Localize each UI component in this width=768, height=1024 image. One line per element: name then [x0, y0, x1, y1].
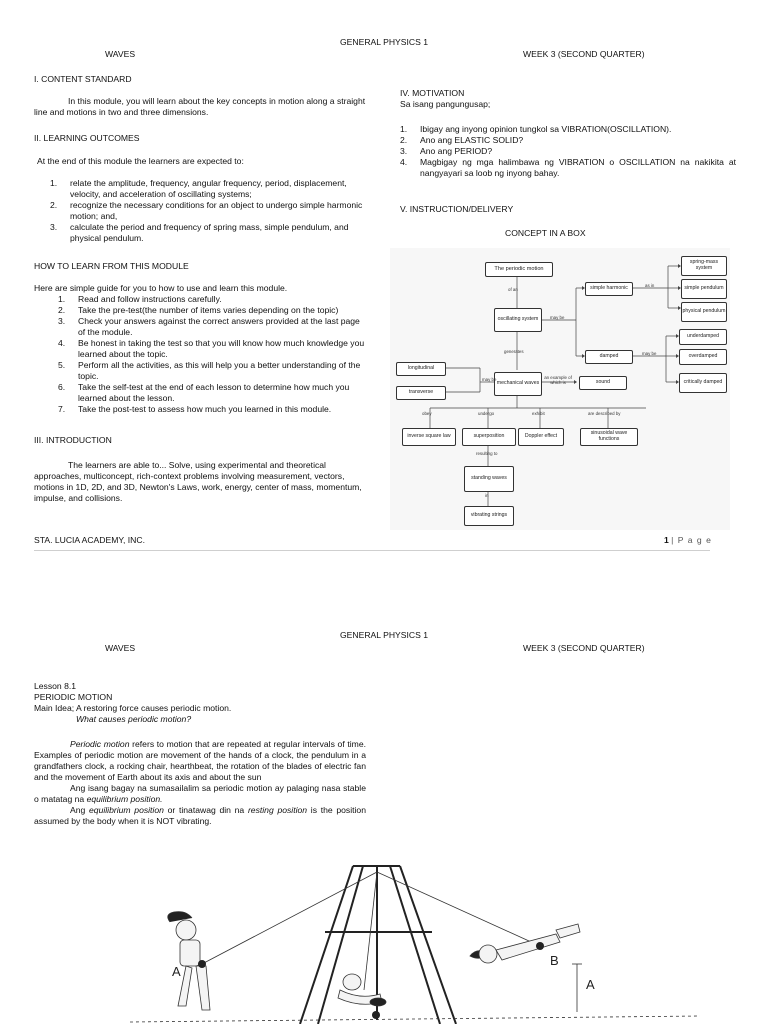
- label-b: B: [550, 953, 559, 968]
- paragraph-resting-position: Ang equilibrium position or tinatawag din na resting position is the position assumed by the body when it is NOT vibrating.: [34, 805, 366, 826]
- box-periodic-motion: The periodic motion: [485, 262, 553, 277]
- content-standard-body: In this module, you will learn about the key concepts in motion along a straight line and motions in two and three dimensions.: [34, 96, 366, 117]
- main-idea: Main Idea; A restoring force causes periodic motion.: [34, 703, 232, 713]
- learning-outcomes: [34, 133, 368, 244]
- how-item: 2. Take the pre-test(the number of items varies depending on the topic): [58, 305, 339, 315]
- how-item: 1. Read and follow instructions carefully.: [58, 294, 222, 304]
- label-a-left: A: [172, 964, 181, 979]
- page1-footer-rule: [34, 550, 710, 551]
- lesson-question: What causes periodic motion?: [76, 714, 192, 724]
- page1-footer-page: [664, 535, 712, 546]
- label-undergo: undergo: [478, 411, 495, 416]
- box-simple-harmonic: simple harmonic: [585, 282, 633, 296]
- child-right: [470, 924, 580, 963]
- label-may-be: may be: [482, 377, 497, 382]
- concept-title: CONCEPT IN A BOX: [505, 228, 586, 238]
- outcome-item: 2. recognize the necessary conditions for an object to undergo simple harmonic motion; and,: [50, 200, 363, 221]
- lesson-block: [34, 681, 366, 827]
- label-of-an: of an: [508, 287, 518, 292]
- content-standard: [34, 74, 366, 118]
- child-center: [338, 974, 386, 1006]
- label-in: in: [485, 493, 489, 498]
- how-item: 4. Be honest in taking the test so that you will know how much knowledge you learned about the topic.: [58, 338, 365, 359]
- outcome-item: 1. relate the amplitude, frequency, angular frequency, period, displacement, velocity, and acceleration of oscillating systems;: [50, 178, 347, 199]
- box-physical-pendulum: physical pendulum: [681, 302, 727, 322]
- box-sinusoidal: sinusoidal wave functions: [580, 428, 638, 446]
- lesson-topic: PERIODIC MOTION: [34, 692, 113, 702]
- introduction: [34, 435, 366, 504]
- motivation-item: 3. Ano ang PERIOD?: [400, 146, 493, 156]
- how-to-learn-heading: HOW TO LEARN FROM THIS MODULE: [34, 261, 189, 271]
- box-superposition: superposition: [462, 428, 516, 446]
- motivation-intro: Sa isang pangungusap;: [400, 99, 491, 109]
- swing-figure: [0, 850, 768, 1024]
- page1-header-left: WAVES: [105, 49, 136, 59]
- page1-footer-school: STA. LUCIA ACADEMY, INC.: [34, 535, 145, 545]
- content-standard-heading: I. CONTENT STANDARD: [34, 74, 132, 84]
- box-longitudinal: longitudinal: [396, 362, 446, 376]
- box-transverse: transverse: [396, 386, 446, 400]
- label-may-be: may be: [550, 315, 565, 320]
- page-number: 1: [664, 535, 669, 545]
- how-item: 6. Take the self-test at the end of each lesson to determine how much you learned about the lesson.: [58, 382, 350, 403]
- box-vibrating-strings: vibrating strings: [464, 506, 514, 526]
- box-underdamped: underdamped: [679, 329, 727, 345]
- instruction-heading: V. INSTRUCTION/DELIVERY: [400, 204, 514, 214]
- box-standing-waves: standing waves: [464, 466, 514, 492]
- box-critically-damped: critically damped: [679, 373, 727, 393]
- label-a-right: A: [586, 977, 595, 992]
- outcome-item: 3. calculate the period and frequency of spring mass, simple pendulum, and physical pendulum.: [50, 222, 349, 243]
- label-resulting-to: resulting to: [476, 451, 498, 456]
- box-doppler: Doppler effect: [518, 428, 564, 446]
- label-generates: generates: [504, 349, 524, 354]
- learning-outcomes-intro: At the end of this module the learners are expected to:: [37, 156, 244, 166]
- page2-header-right: WEEK 3 (SECOND QUARTER): [523, 643, 645, 653]
- how-item: 5. Perform all the activities, as this will help you a better understanding of the topic.: [58, 360, 361, 381]
- box-sound: sound: [579, 376, 627, 390]
- box-damped: damped: [585, 350, 633, 364]
- page-word: | P a g e: [671, 535, 712, 545]
- introduction-body: The learners are able to... Solve, using experimental and theoretical approaches, multiconcept, rich-context problems involving measurement, vectors, motions in 1D, 2D, and 3D, Newton's Laws, work, energy, center of mass, momentum, impulse, and collisions.: [34, 460, 362, 503]
- lesson-number: Lesson 8.1: [34, 681, 77, 691]
- learning-outcomes-heading: II. LEARNING OUTCOMES: [34, 133, 140, 143]
- page2-header-left: WAVES: [105, 643, 136, 653]
- page2-header-title: GENERAL PHYSICS 1: [339, 630, 429, 640]
- label-example: an example of which is: [544, 375, 572, 385]
- box-inverse-square: inverse square law: [402, 428, 456, 446]
- box-spring-mass: spring-mass system: [681, 256, 727, 276]
- label-exhibit: exhibit: [532, 411, 545, 416]
- label-obey: obey: [422, 411, 432, 416]
- motivation-item: 2. Ano ang ELASTIC SOLID?: [400, 135, 524, 145]
- motivation-item: 4. Magbigay ng mga halimbawa ng VIBRATION o OSCILLATION na nakikita at nangyayari sa loob ng inyong bahay.: [400, 157, 736, 178]
- motivation: [400, 88, 736, 179]
- label-described-by: are described by: [588, 411, 621, 416]
- box-oscillating-system: oscillating system: [494, 308, 542, 332]
- box-simple-pendulum: simple pendulum: [681, 279, 727, 299]
- paragraph-equilibrium: Ang isang bagay na sumasailalim sa periodic motion ay palaging nasa stable o matatag na equilibrium position.: [34, 783, 366, 804]
- box-overdamped: overdamped: [679, 349, 727, 365]
- how-to-learn: [34, 261, 368, 415]
- box-mechanical-waves: mechanical waves: [494, 372, 542, 396]
- page1-header-title: GENERAL PHYSICS 1: [339, 37, 429, 47]
- introduction-heading: III. INTRODUCTION: [34, 435, 112, 445]
- motivation-heading: IV. MOTIVATION: [400, 88, 465, 98]
- label-may-be: may be: [642, 351, 657, 356]
- label-as-in: as in: [645, 283, 655, 288]
- page1-header-right: WEEK 3 (SECOND QUARTER): [523, 49, 645, 59]
- motivation-item: 1. Ibigay ang inyong opinion tungkol sa VIBRATION(OSCILLATION).: [400, 124, 672, 134]
- how-item: 3. Check your answers against the correct answers provided at the last page of the module.: [58, 316, 360, 337]
- paragraph-periodic-motion: Periodic motion refers to motion that are repeated at regular intervals of time. Examples of periodic motion are movement of the hands of a clock, the pendulum in a grandfathers clock, a rocking chair, hearthbeat, the rotation of the blades of electric fan and the movement of Earth about its axis and about the sun: [34, 739, 366, 782]
- how-item: 7. Take the post-test to assess how much you learned in this module.: [58, 404, 332, 414]
- concept-map: [390, 248, 730, 530]
- how-to-learn-intro: Here are simple guide for you to how to use and learn this module.: [34, 283, 288, 293]
